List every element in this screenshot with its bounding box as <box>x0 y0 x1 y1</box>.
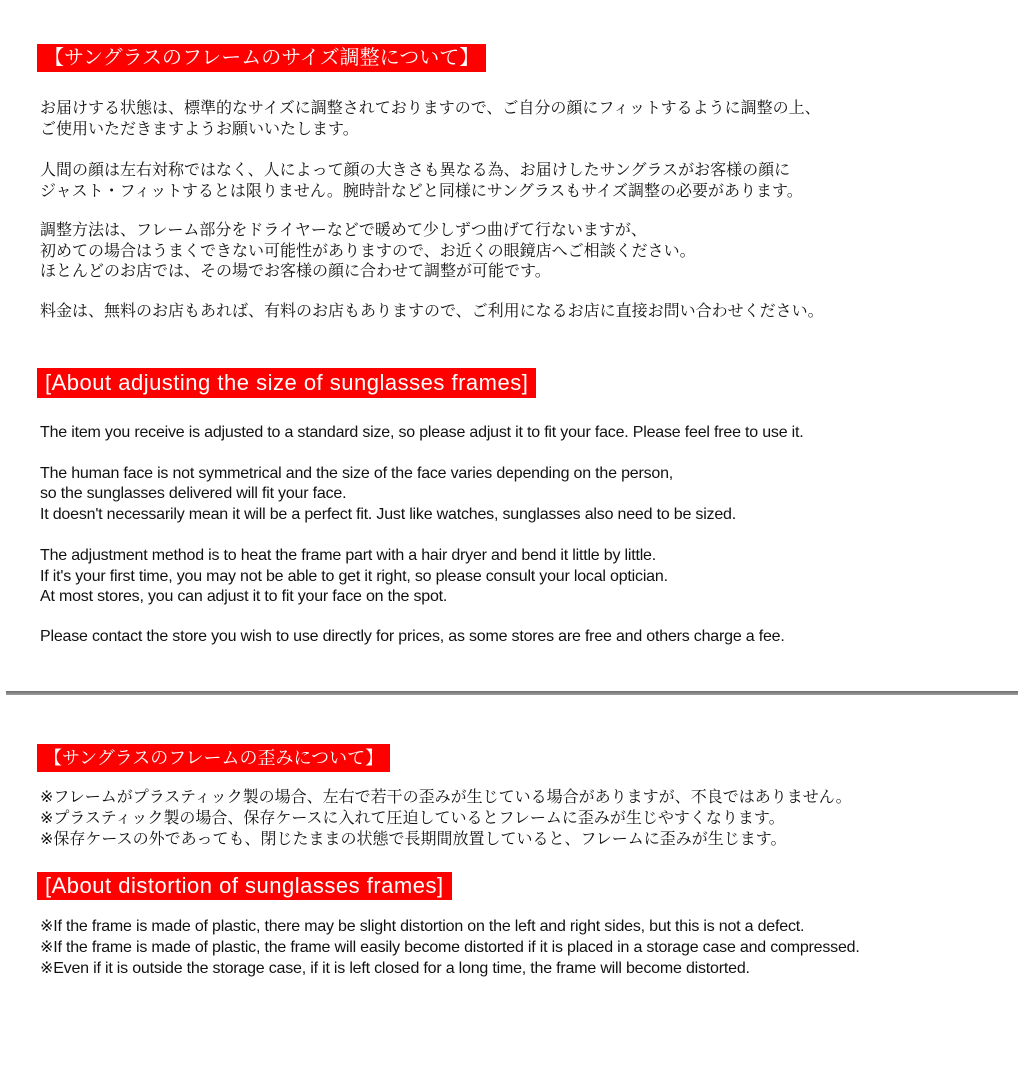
text-line: 料金は、無料のお店もあれば、有料のお店もありますので、ご利用になるお店に直接お問い合わせください。 <box>40 302 824 320</box>
en-paragraph-adjustment-method <box>40 546 994 608</box>
notice-content-lower <box>0 744 1024 979</box>
text-line: It doesn't necessarily mean it will be a perfect fit. Just like watches, sunglasses also need to be sized. <box>40 505 736 523</box>
text-line: 初めての場合はうまくできない可能性がありますので、お近くの眼鏡店へご相談ください。 <box>40 242 696 260</box>
jp-paragraph-delivery-state <box>40 99 994 140</box>
note-line: ※Even if it is outside the storage case, if it is left closed for a long time, the frame will become distorted. <box>40 960 750 977</box>
en-paragraph-delivery-state <box>40 423 994 444</box>
distortion-heading-jp: 【サングラスのフレームの歪みについて】 <box>37 744 390 772</box>
note-line: ※フレームがプラスティック製の場合、左右で若干の歪みが生じている場合がありますが、不良ではありません。 <box>40 789 852 806</box>
note-line: ※If the frame is made of plastic, there may be slight distortion on the left and right sides, but this is not a defect. <box>40 918 805 935</box>
note-line: ※保存ケースの外であっても、閉じたままの状態で長期間放置していると、フレームに歪みが生じます。 <box>40 831 787 848</box>
en-paragraph-fees <box>40 627 994 648</box>
note-line: ※If the frame is made of plastic, the frame will easily become distorted if it is placed in a storage case and compressed. <box>40 939 860 956</box>
notice-content <box>0 44 1024 647</box>
text-line: If it's your first time, you may not be able to get it right, so please consult your local optician. <box>40 567 668 585</box>
text-line: ジャスト・フィットするとは限りません。腕時計などと同様にサングラスもサイズ調整の必要があります。 <box>40 182 803 200</box>
text-line: Please contact the store you wish to use directly for prices, as some stores are free and others charge a fee. <box>40 627 785 645</box>
jp-paragraph-adjustment-method <box>40 221 994 283</box>
text-line: At most stores, you can adjust it to fit your face on the spot. <box>40 588 448 605</box>
note-line: ※プラスティック製の場合、保存ケースに入れて圧迫しているとフレームに歪みが生じやすくなります。 <box>40 810 785 827</box>
distortion-heading-en: [About distortion of sunglasses frames] <box>37 872 452 900</box>
en-distortion-notes <box>40 916 994 979</box>
jp-paragraph-face-symmetry <box>40 161 994 202</box>
en-paragraph-face-symmetry <box>40 464 994 526</box>
text-line: The human face is not symmetrical and the size of the face varies depending on the person, <box>40 464 674 482</box>
text-line: The adjustment method is to heat the frame part with a hair dryer and bend it little by little. <box>40 547 656 564</box>
text-line: お届けする状態は、標準的なサイズに調整されておりますので、ご自分の顔にフィットするように調整の上、 <box>40 100 821 117</box>
size-adjustment-heading-jp: 【サングラスのフレームのサイズ調整について】 <box>37 44 486 72</box>
text-line: 人間の顔は左右対称ではなく、人によって顔の大きさも異なる為、お届けしたサングラスがお客様の顔に <box>40 162 791 179</box>
jp-paragraph-fees <box>40 302 994 323</box>
text-line: The item you receive is adjusted to a standard size, so please adjust it to fit your face. Please feel free to use it. <box>40 424 804 441</box>
size-adjustment-heading-en: [About adjusting the size of sunglasses frames] <box>37 368 536 398</box>
distortion-section <box>40 744 994 979</box>
text-line: 調整方法は、フレーム部分をドライヤーなどで暖めて少しずつ曲げて行ないますが、 <box>40 222 647 239</box>
size-adjustment-section <box>40 44 994 647</box>
text-line: ご使用いただきますようお願いいたします。 <box>40 120 359 138</box>
section-divider <box>6 691 1018 695</box>
jp-distortion-notes <box>40 787 994 850</box>
product-notice-page <box>0 44 1024 1068</box>
text-line: so the sunglasses delivered will fit your face. <box>40 485 347 502</box>
text-line: ほとんどのお店では、その場でお客様の顔に合わせて調整が可能です。 <box>40 263 551 280</box>
